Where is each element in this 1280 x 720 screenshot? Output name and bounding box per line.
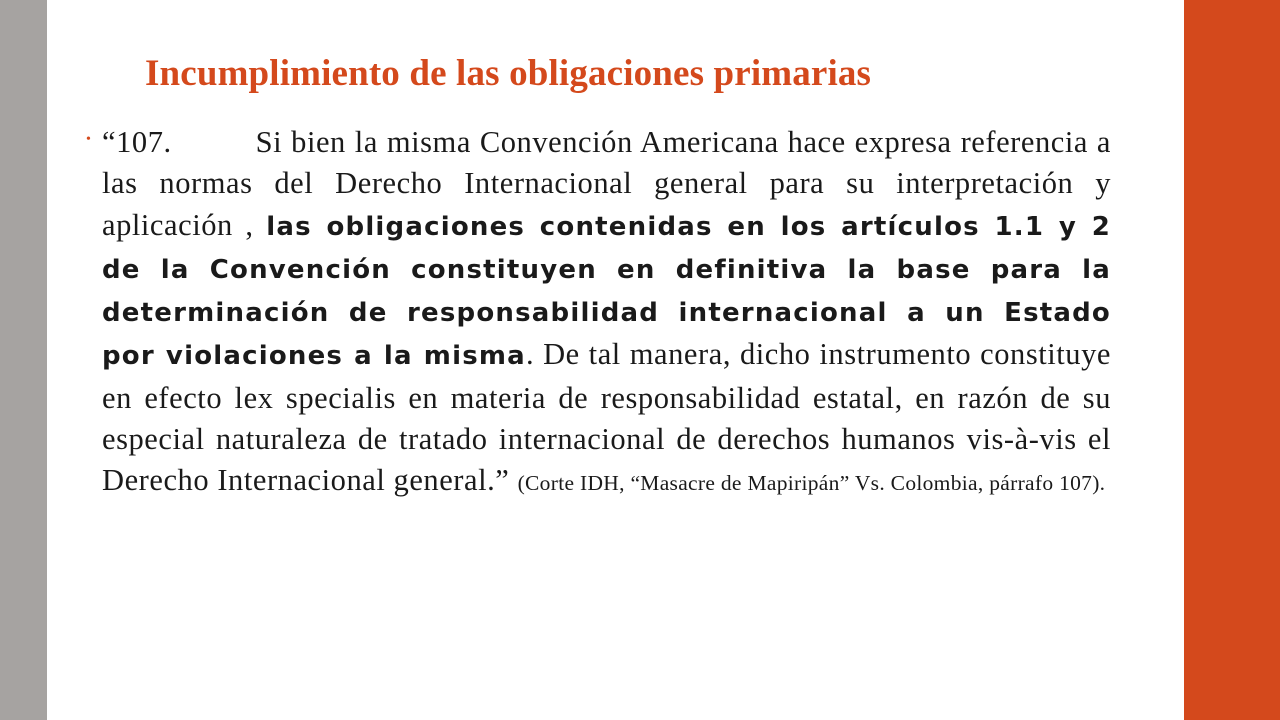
quote-text-conclusion: . De tal manera, dicho instrumento constituye en efecto lex specialis en materia de responsabilidad estatal, en razón de su especial naturaleza de tratado internacional de derechos humanos vis-à-vis el Derecho Internacional general.”: [102, 337, 1111, 498]
slide-title: Incumplimiento de las obligaciones primarias: [145, 53, 872, 94]
left-decorative-bar: [0, 0, 47, 720]
citation: (Corte IDH, “Masacre de Mapiripán” Vs. Colombia, párrafo 107).: [517, 471, 1106, 496]
right-accent-bar: [1184, 0, 1280, 720]
quote-text-bold: las obligaciones contenidas en los artículos 1.1 y 2 de la Convención constituyen en definitiva la base para la determinación de responsabilidad internacional a un Estado por violaciones a la misma: [102, 211, 1111, 372]
quote-text-intro: Si bien la misma Convención Americana hace expresa referencia a las normas del Derecho Internacional general para su interpretación y aplicación ,: [102, 125, 1111, 242]
bullet-point: •: [86, 132, 91, 147]
quote-paragraph: [102, 122, 1111, 505]
paragraph-number: 107.: [116, 125, 172, 159]
quote-open-mark: “: [102, 125, 117, 159]
